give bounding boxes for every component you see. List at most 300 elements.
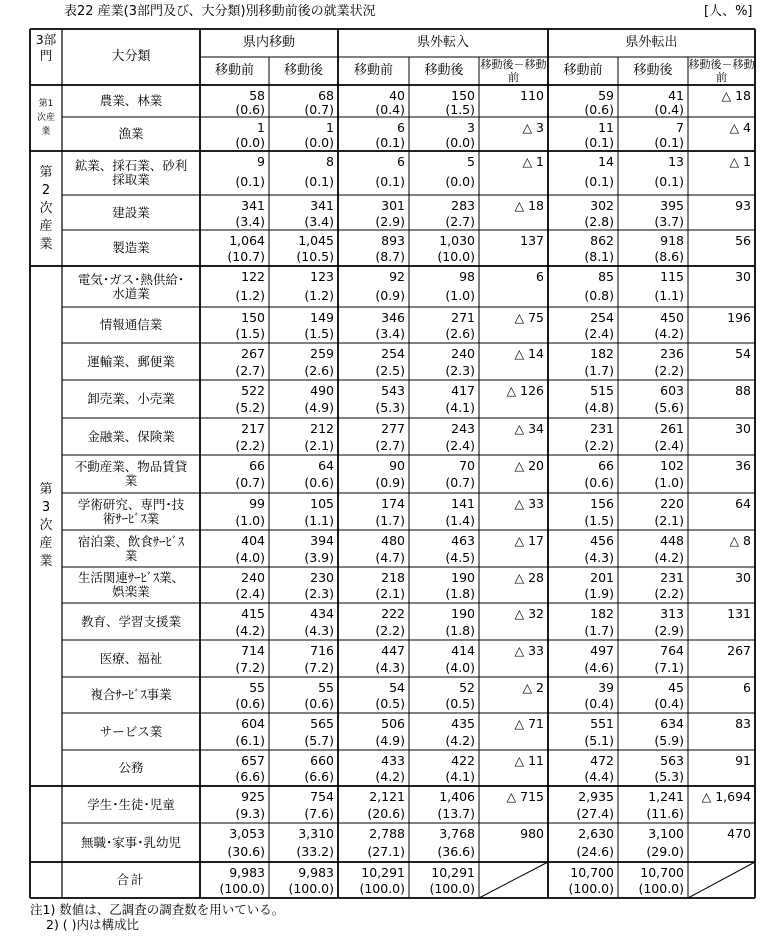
percent-value: (10.7) [227, 249, 265, 264]
percent-value: (5.3) [654, 769, 684, 784]
count-value: 39 [598, 680, 614, 695]
diff-value: 36 [735, 458, 751, 473]
percent-value: (0.0) [304, 135, 334, 150]
percent-value: (4.2) [375, 769, 405, 784]
header-diff: 移動後－移動前 [480, 58, 547, 84]
count-value: 463 [451, 533, 475, 548]
count-value: 302 [590, 198, 614, 213]
percent-value: (1.8) [445, 622, 475, 638]
row-label: 電気･ガス･熱供給･水道業 [77, 271, 185, 301]
count-value: 123 [310, 269, 334, 284]
count-value: 660 [310, 753, 334, 768]
percent-value: (4.9) [304, 400, 334, 415]
count-value: 9,983 [229, 865, 265, 880]
percent-value: (11.6) [646, 805, 684, 821]
header-group-2: 県外転出 [625, 35, 678, 50]
diff-value: △ 75 [514, 310, 544, 325]
diff-value: △ 1 [729, 154, 751, 169]
percent-value: (4.3) [584, 549, 614, 565]
count-value: 68 [318, 88, 334, 103]
count-value: 415 [241, 606, 265, 621]
percent-value: (3.9) [304, 549, 334, 565]
diff-value: 196 [727, 310, 751, 325]
diff-value: 88 [735, 383, 751, 398]
count-value: 395 [660, 198, 684, 213]
count-value: 7 [676, 120, 684, 135]
percent-value: (2.2) [235, 437, 265, 453]
percent-value: (2.4) [654, 437, 684, 453]
count-value: 174 [381, 496, 405, 511]
percent-value: (0.0) [445, 135, 475, 150]
count-value: 447 [381, 643, 405, 658]
percent-value: (1.2) [235, 287, 265, 303]
percent-value: (2.9) [375, 213, 405, 229]
count-value: 417 [451, 383, 475, 398]
count-value: 283 [451, 198, 475, 213]
count-value: 862 [590, 233, 614, 248]
diff-value: 30 [735, 421, 751, 436]
percent-value: (4.3) [375, 659, 405, 675]
unit-label: [人、%] [704, 4, 753, 19]
sector-primary: 第1次産業 [37, 99, 56, 137]
diff-value: 980 [520, 826, 544, 841]
count-value: 190 [451, 570, 475, 585]
diff-value: △ 2 [522, 680, 544, 695]
row-label: 生活関連ｻｰﾋﾞｽ業、娯楽業 [77, 570, 185, 599]
header-group-0: 県内移動 [242, 35, 295, 50]
count-value: 6 [397, 154, 405, 169]
percent-value: (4.0) [445, 659, 475, 675]
percent-value: (0.7) [304, 102, 334, 117]
count-value: 893 [381, 233, 405, 248]
diff-value: 54 [735, 346, 751, 361]
header-sector: 3部門 [35, 32, 57, 63]
percent-value: (9.3) [235, 805, 265, 821]
row-label: 運輸業、郵便業 [87, 353, 175, 369]
diff-value: △ 28 [514, 570, 544, 585]
count-value: 543 [381, 383, 405, 398]
diff-value: 56 [735, 233, 751, 248]
percent-value: (2.2) [654, 362, 684, 378]
count-value: 218 [381, 570, 405, 585]
count-value: 3 [467, 120, 475, 135]
percent-value: (2.1) [654, 512, 684, 528]
count-value: 450 [660, 310, 684, 325]
count-value: 10,700 [570, 865, 614, 880]
diff-value: △ 71 [514, 716, 544, 731]
count-value: 472 [590, 753, 614, 768]
count-value: 231 [660, 570, 684, 585]
percent-value: (4.3) [304, 622, 334, 638]
count-value: 98 [459, 269, 475, 284]
percent-value: (2.1) [304, 437, 334, 453]
count-value: 11 [598, 120, 614, 135]
percent-value: (2.2) [584, 437, 614, 453]
count-value: 261 [660, 421, 684, 436]
count-value: 925 [241, 789, 265, 804]
percent-value: (10.0) [437, 249, 475, 264]
percent-value: (0.5) [445, 696, 475, 711]
count-value: 40 [389, 88, 405, 103]
percent-value: (1.5) [304, 326, 334, 341]
diff-value: 30 [735, 269, 751, 284]
percent-value: (10.5) [296, 249, 334, 264]
percent-value: (0.1) [375, 135, 405, 150]
count-value: 10,291 [431, 865, 475, 880]
diagonal-slash [479, 862, 548, 898]
percent-value: (5.1) [584, 732, 614, 748]
count-value: 563 [660, 753, 684, 768]
count-value: 3,310 [298, 826, 334, 841]
count-value: 435 [451, 716, 475, 731]
percent-value: (0.6) [304, 696, 334, 711]
percent-value: (4.2) [654, 326, 684, 341]
percent-value: (6.6) [304, 769, 334, 784]
percent-value: (0.6) [235, 102, 265, 117]
percent-value: (2.1) [375, 586, 405, 601]
count-value: 115 [660, 269, 684, 284]
diff-value: △ 14 [514, 346, 544, 361]
percent-value: (4.8) [584, 400, 614, 415]
count-value: 506 [381, 716, 405, 731]
count-value: 66 [249, 458, 265, 473]
percent-value: (1.0) [445, 287, 475, 303]
percent-value: (4.2) [235, 622, 265, 638]
count-value: 918 [660, 233, 684, 248]
count-value: 1 [326, 120, 334, 135]
count-value: 1,030 [439, 233, 475, 248]
diff-value: 110 [520, 88, 544, 103]
footnote-1: 注1) 数値は、乙調査の調査数を用いている。 [30, 902, 285, 917]
count-value: 433 [381, 753, 405, 768]
count-value: 212 [310, 421, 334, 436]
diff-value: △ 715 [506, 789, 544, 804]
percent-value: (0.9) [375, 475, 405, 490]
header-before: 移動前 [563, 63, 603, 78]
count-value: 9 [257, 154, 265, 169]
percent-value: (1.1) [304, 512, 334, 528]
percent-value: (4.2) [445, 732, 475, 748]
count-value: 490 [310, 383, 334, 398]
diff-value: △ 18 [514, 198, 544, 213]
percent-value: (2.7) [445, 213, 475, 229]
percent-value: (2.7) [375, 437, 405, 453]
percent-value: (0.1) [654, 135, 684, 150]
count-value: 92 [389, 269, 405, 284]
row-label: 学術研究、専門･技術ｻｰﾋﾞｽ業 [77, 496, 185, 526]
count-value: 55 [318, 680, 334, 695]
diff-value: △ 17 [514, 533, 544, 548]
diff-value: 83 [735, 716, 751, 731]
diff-value: △ 4 [729, 120, 751, 135]
diff-value: △ 3 [522, 120, 544, 135]
percent-value: (4.7) [375, 549, 405, 565]
percent-value: (0.5) [375, 696, 405, 711]
diff-value: 6 [743, 680, 751, 695]
percent-value: (6.1) [235, 732, 265, 748]
count-value: 480 [381, 533, 405, 548]
percent-value: (2.3) [304, 586, 334, 601]
percent-value: (5.3) [375, 400, 405, 415]
percent-value: (100.0) [638, 881, 684, 896]
percent-value: (3.4) [304, 213, 334, 229]
percent-value: (0.8) [584, 287, 614, 303]
count-value: 85 [598, 269, 614, 284]
percent-value: (2.6) [445, 326, 475, 341]
header-before: 移動前 [353, 63, 393, 78]
percent-value: (1.8) [445, 586, 475, 601]
percent-value: (7.1) [654, 659, 684, 675]
percent-value: (2.5) [375, 362, 405, 378]
count-value: 404 [241, 533, 265, 548]
percent-value: (2.3) [445, 362, 475, 378]
percent-value: (4.4) [584, 769, 614, 784]
percent-value: (33.2) [296, 843, 334, 859]
percent-value: (1.5) [445, 102, 475, 117]
table-title: 表22 産業(3部門及び、大分類)別移動前後の就業状況 [64, 4, 376, 19]
count-value: 6 [397, 120, 405, 135]
percent-value: (1.7) [584, 622, 614, 638]
percent-value: (2.7) [235, 362, 265, 378]
count-value: 41 [668, 88, 684, 103]
percent-value: (27.4) [576, 805, 614, 821]
percent-value: (36.6) [437, 843, 475, 859]
count-value: 764 [660, 643, 684, 658]
count-value: 230 [310, 570, 334, 585]
percent-value: (5.2) [235, 400, 265, 415]
count-value: 9,983 [298, 865, 334, 880]
percent-value: (0.1) [584, 135, 614, 150]
count-value: 55 [249, 680, 265, 695]
count-value: 1,241 [648, 789, 684, 804]
count-value: 3,053 [229, 826, 265, 841]
count-value: 254 [381, 346, 405, 361]
diff-value: △ 1,694 [701, 789, 751, 804]
percent-value: (1.0) [654, 475, 684, 490]
row-label: 学生･生徒･児童 [87, 796, 175, 812]
diff-value: △ 34 [514, 421, 544, 436]
percent-value: (7.2) [235, 659, 265, 675]
count-value: 236 [660, 346, 684, 361]
header-after: 移動後 [283, 63, 323, 78]
count-value: 201 [590, 570, 614, 585]
count-value: 551 [590, 716, 614, 731]
sector-tertiary: 第3次産業 [39, 482, 53, 569]
count-value: 448 [660, 533, 684, 548]
count-value: 90 [389, 458, 405, 473]
diff-value: △ 32 [514, 606, 544, 621]
row-label: 製造業 [112, 240, 150, 255]
count-value: 105 [310, 496, 334, 511]
count-value: 10,700 [640, 865, 684, 880]
diff-value: △ 18 [721, 88, 751, 103]
percent-value: (0.4) [654, 696, 684, 711]
percent-value: (0.1) [654, 174, 684, 189]
count-value: 394 [310, 533, 334, 548]
header-before: 移動前 [214, 63, 254, 78]
count-value: 59 [598, 88, 614, 103]
percent-value: (0.6) [235, 696, 265, 711]
percent-value: (2.6) [304, 362, 334, 378]
header-after: 移動後 [633, 63, 673, 78]
count-value: 70 [459, 458, 475, 473]
percent-value: (4.1) [445, 400, 475, 415]
count-value: 565 [310, 716, 334, 731]
count-value: 456 [590, 533, 614, 548]
percent-value: (6.6) [235, 769, 265, 784]
count-value: 1,064 [229, 233, 265, 248]
percent-value: (1.1) [654, 287, 684, 303]
diff-value: △ 1 [522, 154, 544, 169]
percent-value: (4.0) [235, 549, 265, 565]
count-value: 714 [241, 643, 265, 658]
row-label: 複合ｻｰﾋﾞｽ事業 [90, 687, 172, 702]
count-value: 259 [310, 346, 334, 361]
count-value: 231 [590, 421, 614, 436]
percent-value: (0.1) [584, 174, 614, 189]
percent-value: (13.7) [437, 805, 475, 821]
count-value: 3,768 [439, 826, 475, 841]
count-value: 2,935 [578, 789, 614, 804]
count-value: 414 [451, 643, 475, 658]
count-value: 341 [310, 198, 334, 213]
count-value: 14 [598, 154, 614, 169]
percent-value: (100.0) [288, 881, 334, 896]
percent-value: (0.6) [584, 102, 614, 117]
row-label: 教育、学習支援業 [80, 613, 181, 629]
header-group-1: 県外転入 [416, 35, 469, 50]
percent-value: (7.2) [304, 659, 334, 675]
row-label: 医療、福祉 [99, 650, 163, 666]
percent-value: (100.0) [568, 881, 614, 896]
count-value: 1 [257, 120, 265, 135]
diff-value: 93 [735, 198, 751, 213]
count-value: 313 [660, 606, 684, 621]
diff-value: 91 [735, 753, 751, 768]
percent-value: (0.9) [375, 287, 405, 303]
count-value: 222 [381, 606, 405, 621]
count-value: 604 [241, 716, 265, 731]
count-value: 122 [241, 269, 265, 284]
percent-value: (3.7) [654, 213, 684, 229]
header-diff: 移動後－移動前 [688, 58, 755, 84]
footnotes [30, 902, 284, 932]
percent-value: (1.9) [584, 586, 614, 601]
count-value: 190 [451, 606, 475, 621]
row-label: 金融業、保険業 [87, 428, 175, 444]
percent-value: (100.0) [359, 881, 405, 896]
percent-value: (4.2) [654, 549, 684, 565]
row-label: 漁業 [118, 126, 144, 141]
percent-value: (0.1) [375, 174, 405, 189]
percent-value: (100.0) [219, 881, 265, 896]
percent-value: (0.4) [375, 102, 405, 117]
percent-value: (8.7) [375, 249, 405, 264]
count-value: 716 [310, 643, 334, 658]
percent-value: (8.1) [584, 249, 614, 264]
diff-value: △ 20 [514, 458, 544, 473]
header-after: 移動後 [424, 63, 464, 78]
percent-value: (0.7) [235, 475, 265, 490]
count-value: 634 [660, 716, 684, 731]
percent-value: (2.9) [654, 622, 684, 638]
count-value: 346 [381, 310, 405, 325]
diff-value: △ 33 [514, 496, 544, 511]
count-value: 603 [660, 383, 684, 398]
percent-value: (20.6) [367, 805, 405, 821]
percent-value: (4.5) [445, 549, 475, 565]
count-value: 13 [668, 154, 684, 169]
count-value: 10,291 [361, 865, 405, 880]
row-label: 鉱業、採石業、砂利採取業 [74, 158, 188, 187]
diff-value: △ 8 [729, 533, 751, 548]
row-label: 宿泊業、飲食ｻｰﾋﾞｽ業 [77, 533, 185, 563]
row-label: 農業、林業 [99, 93, 163, 108]
count-value: 243 [451, 421, 475, 436]
footnote-2: 2) ( )内は構成比 [46, 917, 140, 932]
count-value: 277 [381, 421, 405, 436]
row-label: 無職･家事･乳幼児 [80, 834, 181, 850]
count-value: 8 [326, 154, 334, 169]
percent-value: (1.2) [304, 287, 334, 303]
diff-value: △ 33 [514, 643, 544, 658]
percent-value: (7.6) [304, 805, 334, 821]
count-value: 422 [451, 753, 475, 768]
count-value: 54 [389, 680, 405, 695]
count-value: 58 [249, 88, 265, 103]
percent-value: (0.0) [235, 135, 265, 150]
percent-value: (0.7) [445, 475, 475, 490]
count-value: 254 [590, 310, 614, 325]
count-value: 2,121 [369, 789, 405, 804]
percent-value: (27.1) [367, 843, 405, 859]
percent-value: (4.1) [445, 769, 475, 784]
count-value: 149 [310, 310, 334, 325]
percent-value: (0.1) [304, 174, 334, 189]
diff-value: △ 126 [506, 383, 544, 398]
percent-value: (1.4) [445, 512, 475, 528]
count-value: 522 [241, 383, 265, 398]
count-value: 240 [241, 570, 265, 585]
percent-value: (1.7) [584, 362, 614, 378]
count-value: 515 [590, 383, 614, 398]
row-label: 建設業 [112, 204, 150, 220]
count-value: 182 [590, 606, 614, 621]
percent-value: (1.0) [235, 512, 265, 528]
percent-value: (100.0) [429, 881, 475, 896]
count-value: 141 [451, 496, 475, 511]
percent-value: (3.4) [375, 326, 405, 341]
count-value: 1,406 [439, 789, 475, 804]
count-value: 341 [241, 198, 265, 213]
row-label: 公務 [118, 760, 144, 775]
percent-value: (2.2) [375, 622, 405, 638]
percent-value: (0.6) [584, 475, 614, 490]
diff-value: 131 [727, 606, 751, 621]
count-value: 434 [310, 606, 334, 621]
count-value: 156 [590, 496, 614, 511]
count-value: 1,045 [298, 233, 334, 248]
row-label: サービス業 [99, 723, 163, 739]
percent-value: (5.6) [654, 400, 684, 415]
count-value: 271 [451, 310, 475, 325]
row-label: 情報通信業 [99, 317, 163, 332]
diff-value: 64 [735, 496, 751, 511]
count-value: 5 [467, 154, 475, 169]
row-label: 不動産業、物品賃貸業 [74, 459, 188, 488]
count-value: 64 [318, 458, 334, 473]
percent-value: (2.4) [445, 437, 475, 453]
